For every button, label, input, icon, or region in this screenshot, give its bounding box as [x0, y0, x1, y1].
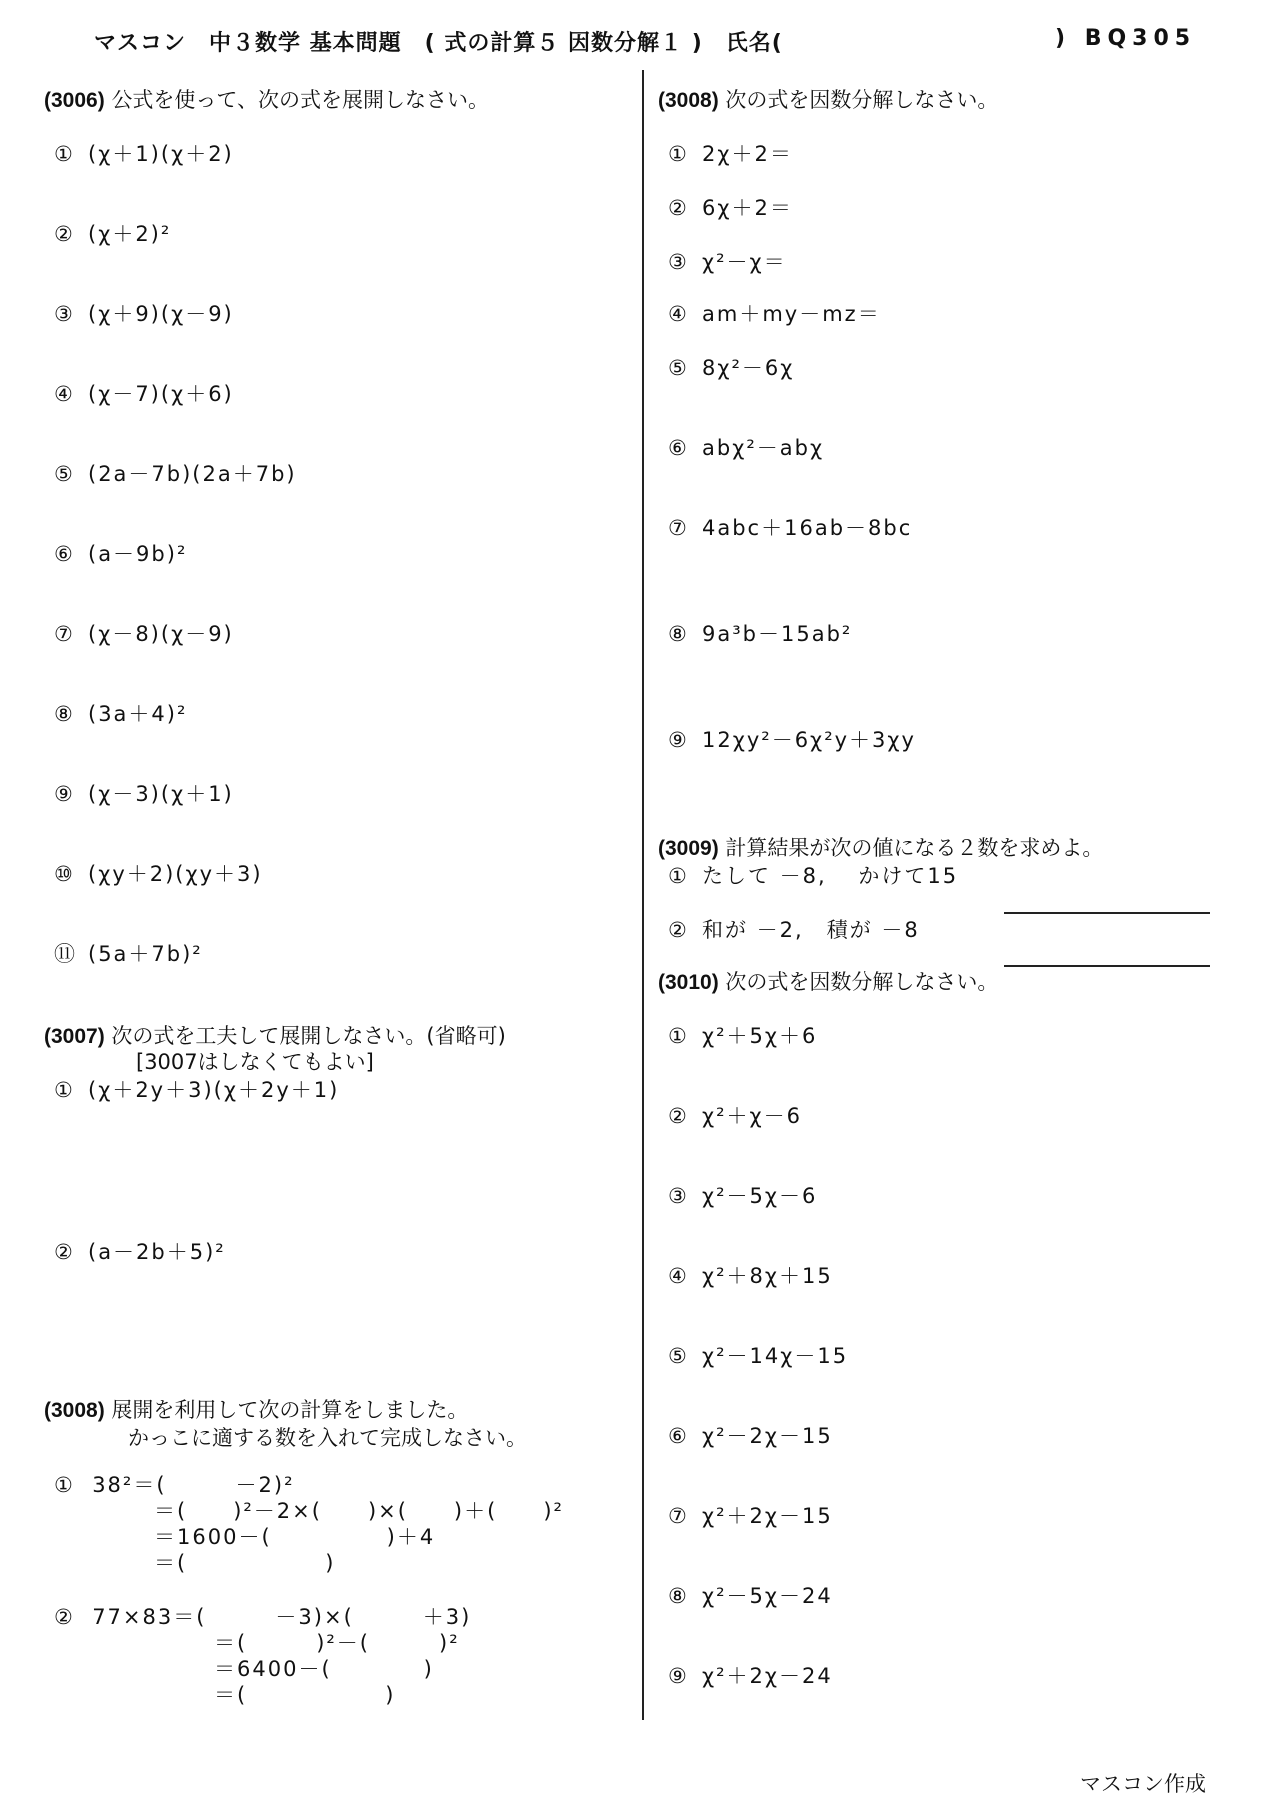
section-3008-heading	[658, 84, 998, 114]
problem-expression: (χ＋2y＋3)(χ＋2y＋1)	[88, 1078, 340, 1102]
answer-line	[1004, 912, 1210, 914]
problem-expression: χ²－14χ－15	[702, 1344, 849, 1368]
problem-number: ⑨	[668, 728, 687, 752]
section-instruction: 次の式を因数分解しなさい。	[718, 88, 999, 112]
problem-number: ⑩	[54, 862, 73, 886]
calc-line: ＝( )²－( )²	[214, 1631, 460, 1655]
problem-3008-7	[668, 512, 912, 542]
problem-expression: χ²＋2χ－15	[702, 1504, 833, 1528]
section-number: (3007)	[44, 1025, 105, 1048]
problem-number: ②	[668, 918, 687, 942]
problem-3007-2	[54, 1236, 226, 1266]
problem-number: ⑥	[668, 436, 687, 460]
problem-number: ⑦	[668, 516, 687, 540]
section-number: (3006)	[44, 89, 105, 112]
problem-expression: χ²＋5χ＋6	[702, 1024, 818, 1048]
problem-3006-9	[54, 778, 234, 808]
answer-line	[1004, 965, 1210, 967]
problem-3010-7	[668, 1500, 833, 1530]
section-3009-heading	[658, 832, 1103, 862]
problem-number: ①	[668, 142, 687, 166]
problem-number: ⑧	[668, 1584, 687, 1608]
footer-credit: マスコン作成	[1080, 1772, 1206, 1796]
section-instruction: 次の式を工夫して展開しなさい。(省略可)	[104, 1024, 506, 1048]
calc-line: ＝( )	[154, 1551, 336, 1575]
problem-number: ④	[54, 382, 73, 406]
calc-problem-2	[54, 1604, 471, 1630]
problem-3009-1	[668, 860, 958, 890]
problem-number: ④	[668, 302, 687, 326]
problem-expression: abχ²－abχ	[702, 436, 825, 460]
section-3008b-heading	[44, 1394, 468, 1424]
problem-3008-8	[668, 618, 852, 648]
problem-expression: 6χ＋2＝	[702, 196, 793, 220]
problem-number: ⑥	[54, 542, 73, 566]
problem-expression: (3a＋4)²	[88, 702, 188, 726]
problem-number: ⑨	[54, 782, 73, 806]
section-3006-heading	[44, 84, 489, 114]
problem-number: ⑧	[668, 622, 687, 646]
problem-number: ①	[54, 1078, 73, 1102]
section-3008b-instruction-2: かっこに適する数を入れて完成しなさい。	[128, 1426, 527, 1450]
problem-expression: (χ－3)(χ＋1)	[88, 782, 234, 806]
problem-3008-3	[668, 246, 787, 276]
problem-number: ②	[54, 222, 73, 246]
column-divider	[642, 70, 644, 1720]
problem-expression: χ²－5χ－24	[702, 1584, 833, 1608]
problem-expression: 8χ²－6χ	[702, 356, 795, 380]
problem-number: ⑨	[668, 1664, 687, 1688]
problem-3006-6	[54, 538, 187, 568]
worksheet-title: マスコン 中３数学 基本問題 ( 式の計算５ 因数分解１ ) 氏名(	[94, 31, 783, 56]
calc-line: ＝6400－( )	[214, 1657, 434, 1681]
calc-line: 77×83＝( －3)×( ＋3)	[92, 1605, 472, 1629]
problem-3008-9	[668, 724, 916, 754]
problem-number: ①	[668, 1024, 687, 1048]
problem-number: ③	[668, 1184, 687, 1208]
problem-number: ⑤	[54, 462, 73, 486]
problem-3010-2	[668, 1100, 802, 1130]
problem-3006-3	[54, 298, 234, 328]
problem-3006-5	[54, 458, 297, 488]
section-number: (3008)	[658, 89, 719, 112]
problem-3008-6	[668, 432, 824, 462]
problem-3006-10	[54, 858, 263, 888]
problem-3010-4	[668, 1260, 833, 1290]
problem-number: ⑤	[668, 356, 687, 380]
problem-expression: am＋my－mz＝	[702, 302, 881, 326]
problem-3010-9	[668, 1660, 833, 1690]
section-number: (3010)	[658, 971, 719, 994]
problem-expression: (χ＋1)(χ＋2)	[88, 142, 234, 166]
problem-3006-8	[54, 698, 187, 728]
problem-3010-3	[668, 1180, 817, 1210]
problem-expression: 和が －2, 積が －8	[702, 918, 920, 942]
problem-3010-1	[668, 1020, 817, 1050]
section-3010-heading	[658, 966, 998, 996]
problem-3006-11	[54, 938, 203, 968]
problem-expression: χ²－χ＝	[702, 250, 787, 274]
problem-3008-2	[668, 192, 793, 222]
calc-line: ＝( )	[214, 1683, 396, 1707]
problem-3006-4	[54, 378, 234, 408]
section-number: (3009)	[658, 837, 719, 860]
problem-expression: (χ－8)(χ－9)	[88, 622, 234, 646]
problem-expression: (a－2b＋5)²	[88, 1240, 226, 1264]
problem-3008-1	[668, 138, 793, 168]
problem-expression: χ²＋χ－6	[702, 1104, 803, 1128]
problem-expression: 9a³b－15ab²	[702, 622, 853, 646]
calc-line: 38²＝( －2)²	[92, 1473, 295, 1497]
problem-expression: (2a－7b)(2a＋7b)	[88, 462, 297, 486]
problem-expression: たして －8, かけて15	[702, 864, 959, 888]
worksheet-code: ) BQ305	[1055, 26, 1197, 51]
problem-expression: 4abc＋16ab－8bc	[702, 516, 913, 540]
problem-number: ②	[668, 196, 687, 220]
problem-number: ⑦	[54, 622, 73, 646]
problem-expression: χ²－5χ－6	[702, 1184, 818, 1208]
problem-expression: (a－9b)²	[88, 542, 188, 566]
problem-3006-2	[54, 218, 171, 248]
problem-number: ①	[54, 1473, 75, 1497]
calc-problem-1	[54, 1472, 295, 1498]
problem-3007-1	[54, 1074, 339, 1104]
problem-3008-4	[668, 298, 881, 328]
problem-3008-5	[668, 352, 794, 382]
problem-expression: χ²＋8χ＋15	[702, 1264, 833, 1288]
problem-number: ②	[668, 1104, 687, 1128]
section-3007-note: [3007はしなくてもよい]	[136, 1050, 374, 1074]
problem-number: ⑤	[668, 1344, 687, 1368]
problem-number: ③	[54, 302, 73, 326]
calc-line: ＝1600－( )＋4	[154, 1525, 436, 1549]
problem-expression: (χy＋2)(χy＋3)	[88, 862, 263, 886]
problem-expression: χ²－2χ－15	[702, 1424, 833, 1448]
problem-3009-2	[668, 914, 920, 944]
section-instruction: 次の式を因数分解しなさい。	[718, 970, 999, 994]
problem-expression: 2χ＋2＝	[702, 142, 793, 166]
section-instruction: 計算結果が次の値になる２数を求めよ。	[718, 836, 1104, 860]
problem-expression: (χ＋9)(χ－9)	[88, 302, 234, 326]
problem-3010-8	[668, 1580, 833, 1610]
problem-number: ⑧	[54, 702, 73, 726]
problem-expression: χ²＋2χ－24	[702, 1664, 833, 1688]
problem-3010-5	[668, 1340, 848, 1370]
problem-3010-6	[668, 1420, 833, 1450]
problem-expression: 12χy²－6χ²y＋3χy	[702, 728, 916, 752]
problem-number: ②	[54, 1240, 73, 1264]
problem-expression: (χ＋2)²	[88, 222, 172, 246]
section-instruction: 公式を使って、次の式を展開しなさい。	[104, 88, 489, 112]
problem-number: ⑥	[668, 1424, 687, 1448]
problem-3006-1	[54, 138, 234, 168]
problem-number: ③	[668, 250, 687, 274]
section-instruction: 展開を利用して次の計算をしました。	[104, 1398, 469, 1422]
problem-number: ⑪	[54, 942, 75, 966]
problem-number: ⑦	[668, 1504, 687, 1528]
calc-line: ＝( )²－2×( )×( )＋( )²	[154, 1499, 564, 1523]
problem-number: ①	[54, 142, 73, 166]
problem-expression: (χ－7)(χ＋6)	[88, 382, 234, 406]
problem-number: ①	[668, 864, 687, 888]
problem-expression: (5a＋7b)²	[88, 942, 203, 966]
problem-3006-7	[54, 618, 234, 648]
problem-number: ④	[668, 1264, 687, 1288]
section-number: (3008)	[44, 1399, 105, 1422]
problem-number: ②	[54, 1605, 75, 1629]
